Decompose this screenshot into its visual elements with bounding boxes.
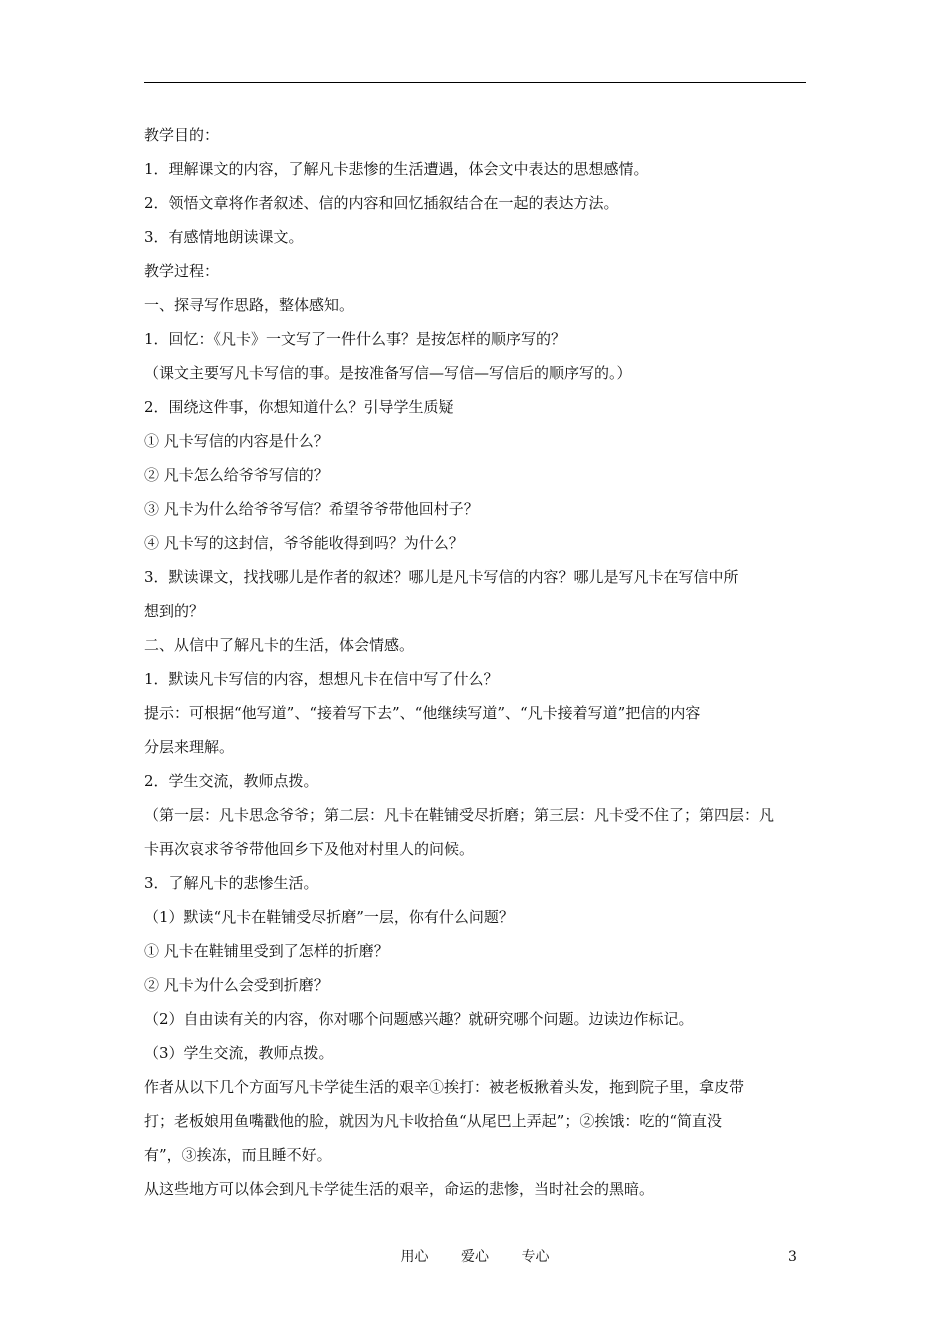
list-item: ② 凡卡怎么给爷爷写信的？ <box>144 466 329 484</box>
list-item: ① 凡卡写信的内容是什么？ <box>144 432 329 450</box>
text-line: 提示：可根据“他写道”、“接着写下去”、“他继续写道”、“凡卡接着写道”把信的内容 <box>144 704 701 722</box>
document-body <box>144 118 814 1206</box>
text-line: 分层来理解。 <box>144 738 235 756</box>
text-line: （2）自由读有关的内容，你对哪个问题感兴趣？就研究哪个问题。边读边作标记。 <box>144 1010 694 1028</box>
objectives-heading: 教学目的： <box>144 126 220 144</box>
process-heading: 教学过程： <box>144 262 220 280</box>
text-line: 2．围绕这件事，你想知道什么？引导学生质疑 <box>144 398 454 416</box>
text-line: 从这些地方可以体会到凡卡学徒生活的艰辛，命运的悲惨，当时社会的黑暗。 <box>144 1180 655 1198</box>
text-line: （课文主要写凡卡写信的事。是按准备写信—写信—写信后的顺序写的。） <box>144 364 632 382</box>
text-line: 卡再次哀求爷爷带他回乡下及他对村里人的问候。 <box>144 840 475 858</box>
footer-motto-2: 爱心 <box>461 1249 489 1265</box>
text-line: （1）默读“凡卡在鞋铺受尽折磨”一层，你有什么问题？ <box>144 908 514 926</box>
objective-3: 3．有感情地朗读课文。 <box>144 228 304 246</box>
page-number: 3 <box>788 1249 797 1265</box>
list-item: ② 凡卡为什么会受到折磨？ <box>144 976 329 994</box>
text-line: 3．了解凡卡的悲惨生活。 <box>144 874 319 892</box>
section-2-heading: 二、从信中了解凡卡的生活，体会情感。 <box>144 636 415 654</box>
footer-motto-1: 用心 <box>400 1249 429 1265</box>
text-line: 有”，③挨冻，而且睡不好。 <box>144 1146 332 1164</box>
section-1-heading: 一、探寻写作思路，整体感知。 <box>144 296 355 314</box>
text-line: （第一层：凡卡思念爷爷；第二层：凡卡在鞋铺受尽折磨；第三层：凡卡受不住了；第四层：凡 <box>144 806 775 824</box>
text-line: 3．默读课文，找找哪儿是作者的叙述？哪儿是凡卡写信的内容？哪儿是写凡卡在写信中所 <box>144 568 739 586</box>
objective-2: 2．领悟文章将作者叙述、信的内容和回忆插叙结合在一起的表达方法。 <box>144 194 619 212</box>
list-item: ① 凡卡在鞋铺里受到了怎样的折磨？ <box>144 942 389 960</box>
text-line: 1．回忆：《凡卡》一文写了一件什么事？是按怎样的顺序写的？ <box>144 330 567 348</box>
text-line: 作者从以下几个方面写凡卡学徒生活的艰辛①挨打：被老板揪着头发，拖到院子里，拿皮带 <box>144 1078 745 1096</box>
text-line: 2．学生交流，教师点拨。 <box>144 772 319 790</box>
text-line: 1．默读凡卡写信的内容，想想凡卡在信中写了什么？ <box>144 670 499 688</box>
list-item: ③ 凡卡为什么给爷爷写信？希望爷爷带他回村子？ <box>144 500 479 518</box>
list-item: ④ 凡卡写的这封信，爷爷能收得到吗？为什么？ <box>144 534 464 552</box>
text-line: 打；老板娘用鱼嘴戳他的脸，就因为凡卡收拾鱼“从尾巴上弄起”；②挨饿：吃的“简直没 <box>144 1112 723 1130</box>
footer-motto-3: 专心 <box>521 1249 550 1265</box>
text-line: （3）学生交流，教师点拨。 <box>144 1044 334 1062</box>
footer-motto <box>0 1247 950 1267</box>
text-line: 想到的？ <box>144 602 205 620</box>
objective-1: 1．理解课文的内容，了解凡卡悲惨的生活遭遇，体会文中表达的思想感情。 <box>144 160 649 178</box>
header-rule <box>144 82 806 83</box>
